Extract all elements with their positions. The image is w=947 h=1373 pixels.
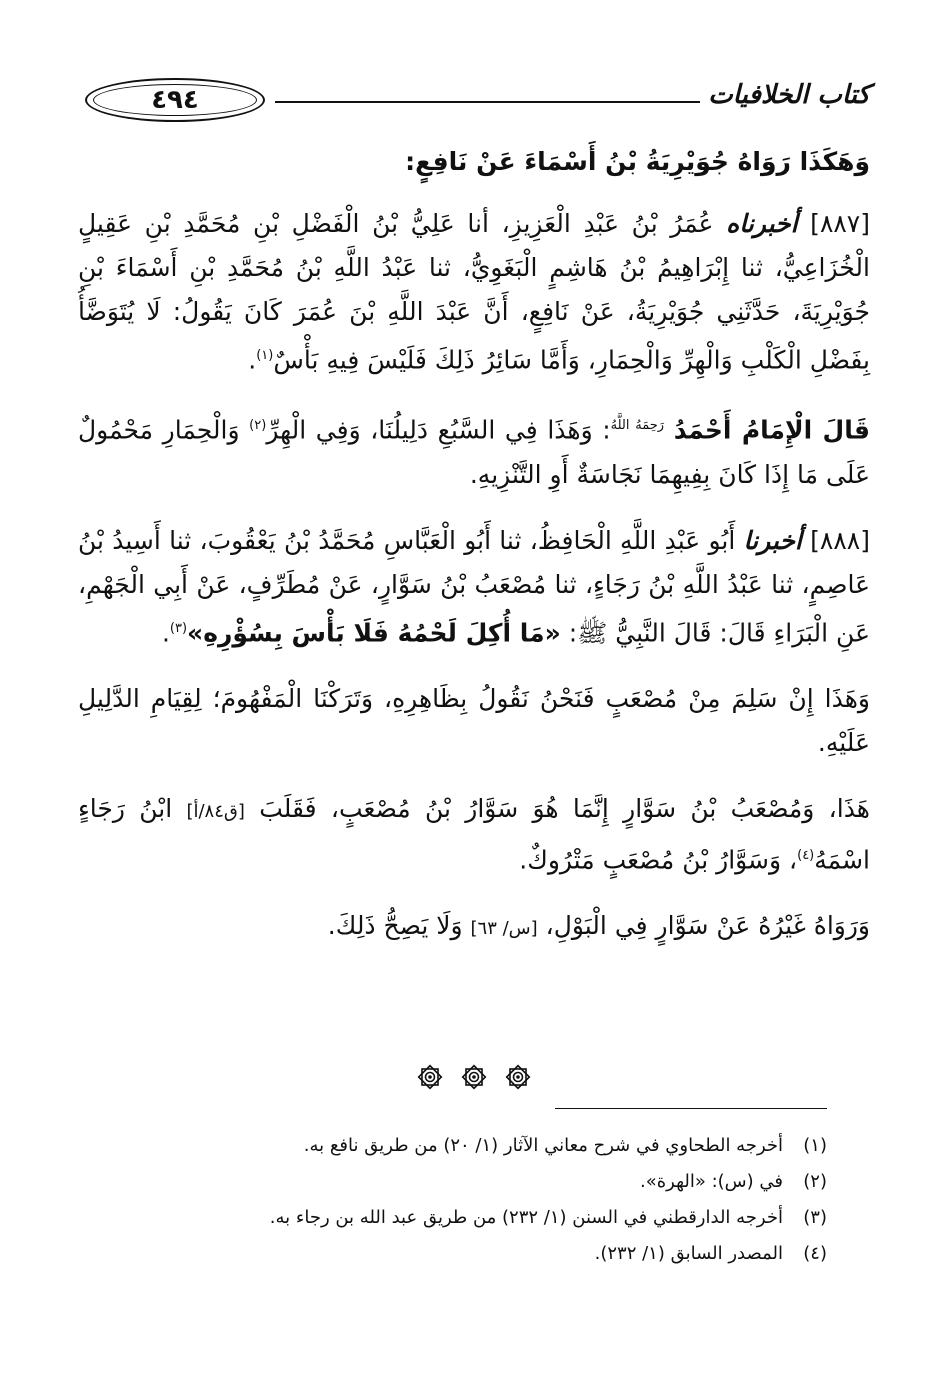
footnote-number: (٣) <box>803 1207 827 1228</box>
footnote-text: أخرجه الدارقطني في السنن (١/ ٢٣٢) من طريق عبد الله بن رجاء به. <box>269 1207 783 1228</box>
footnote-separator <box>555 1108 827 1109</box>
paragraph-final: وَرَوَاهُ غَيْرُهُ عَنْ سَوَّارٍ فِي الْبَوْلِ، [س/ ٦٣] وَلَا يَصِحُّ ذَلِكَ. <box>327 911 870 941</box>
imam-name: قَالَ الْإِمَامُ أَحْمَدُ <box>673 415 870 445</box>
rosette-icon <box>503 1062 533 1092</box>
body-text <box>78 140 870 973</box>
footnote-text: المصدر السابق (١/ ٢٣٢). <box>594 1243 783 1264</box>
footnotes <box>100 1128 827 1272</box>
footnote-number: (١) <box>803 1135 827 1156</box>
isnad-lead: أخبرناه <box>726 209 798 238</box>
rosette-icon <box>459 1062 489 1092</box>
hadith-text: عُمَرُ بْنُ عَبْدِ الْعَزِيزِ، أنا عَلِيُّ بْنُ الْفَضْلِ بْنِ مُحَمَّدِ بْنِ عَقِيلٍ الْخُزَاعِيُّ، ثنا إِبْرَاهِيمُ بْنُ هَاشِمٍ الْبَغَوِيُّ، ثنا عَبْدُ اللَّهِ بْنُ مُحَمَّدِ بْنِ أَسْمَاءَ بْنِ جُوَيْرِيَةَ، حَدَّثَنِي جُوَيْرِيَةُ، عَنْ نَافِعٍ، أَنَّ عَبْدَ اللَّهِ بْنَ عُمَرَ كَانَ يَقُولُ: لَا يُتَوَضَّأُ بِفَضْلِ الْكَلْبِ وَالْهِرِّ وَالْحِمَارِ، وَأَمَّا سَائِرُ ذَلِكَ فَلَيْسَ فِيهِ بَأْسٌ <box>78 209 870 375</box>
footnote-3 <box>100 1200 827 1236</box>
isnad-lead: أخبرنا <box>743 525 802 555</box>
paragraph-narrator-note: هَذَا، وَمُصْعَبُ بْنُ سَوَّارٍ إِنَّمَا هُوَ سَوَّارُ بْنُ مُصْعَبٍ، فَقَلَبَ [ق٨٤/أ] ابْنُ رَجَاءٍ اسْمَهُ$^{(٤)}$، وَسَوَّارُ بْنُ مُصْعَبٍ مَتْرُوكٌ. <box>78 793 870 875</box>
hadith-matn: «مَا أُكِلَ لَحْمُهُ فَلَا بَأْسَ بِسُؤْرِهِ» <box>187 617 561 647</box>
comment-text-1: : وَهَذَا فِي السَّبُعِ دَلِيلُنَا، وَفِي الْهِرِّ <box>266 415 611 445</box>
manuscript-folio-marker: [س/ ٦٣] <box>470 918 538 940</box>
footnote-text: في (س): «الهرة». <box>639 1171 783 1192</box>
footnote-number: (٤) <box>803 1243 827 1264</box>
paragraph-transition: وَهَكَذَا رَوَاهُ جُوَيْرِيَةُ بْنُ أَسْمَاءَ عَنْ نَافِعٍ: <box>405 147 870 176</box>
footnote-ref[interactable]: (١) <box>256 348 274 363</box>
rosette-icon <box>415 1062 445 1092</box>
page-number-badge <box>85 78 265 122</box>
manuscript-folio-marker: [ق٨٤/أ] <box>186 800 245 822</box>
page-number: ٤٩٤ <box>151 85 199 115</box>
comment-text-2: وَالْحِمَارِ مَحْمُولٌ عَلَى مَا إِذَا كَانَ بِفِيهِمَا نَجَاسَةٌ أَوِ التَّنْزِيهِ. <box>78 415 870 489</box>
hadith-888: [٨٨٨] أخبرنا أَبُو عَبْدِ اللَّهِ الْحَافِظُ، ثنا أَبُو الْعَبَّاسِ مُحَمَّدُ بْنُ يَعْقُوبَ، ثنا أَسِيدُ بْنُ عَاصِمٍ، ثنا عَبْدُ اللَّهِ بْنُ رَجَاءٍ، ثنا مُصْعَبُ بْنُ سَوَّارٍ، عَنْ مُطَرِّفٍ، عَنْ أَبِي الْجَهْمِ، عَنِ الْبَرَاءِ قَالَ: قَالَ النَّبِيُّ ﷺ: «مَا أُكِلَ لَحْمُهُ فَلَا بَأْسَ بِسُؤْرِهِ»$^{(٣)}$. <box>78 525 870 647</box>
footnote-ref[interactable]: (٢) <box>249 418 267 434</box>
footnote-ref[interactable]: (٤) <box>797 847 815 863</box>
footnote-number: (٢) <box>803 1171 827 1192</box>
hadith-text: أَبُو عَبْدِ اللَّهِ الْحَافِظُ، ثنا أَبُو الْعَبَّاسِ مُحَمَّدُ بْنُ يَعْقُوبَ، ثنا أَسِيدُ بْنُ عَاصِمٍ، ثنا عَبْدُ اللَّهِ بْنُ رَجَاءٍ، ثنا مُصْعَبُ بْنُ سَوَّارٍ، عَنْ مُطَرِّفٍ، عَنْ أَبِي الْجَهْمِ، عَنِ الْبَرَاءِ قَالَ: قَالَ النَّبِيُّ ﷺ: <box>78 525 870 647</box>
footnote-2 <box>100 1164 827 1200</box>
footnote-4 <box>100 1236 827 1272</box>
header-rule <box>275 101 700 103</box>
hadith-number: [٨٨٨] <box>810 525 870 555</box>
imam-comment <box>78 404 870 496</box>
footnote-1 <box>100 1128 827 1164</box>
footnote-text: أخرجه الطحاوي في شرح معاني الآثار (١/ ٢٠) من طريق نافع به. <box>303 1135 783 1156</box>
section-divider <box>0 1062 947 1092</box>
book-title: كتاب الخلافيات <box>708 80 870 110</box>
footnote-ref[interactable]: (٣) <box>169 620 188 636</box>
page-header <box>80 78 870 126</box>
paragraph-commentary: وَهَذَا إِنْ سَلِمَ مِنْ مُصْعَبٍ فَنَحْنُ نَقُولُ بِظَاهِرِهِ، وَتَرَكْنَا الْمَفْهُومَ؛ لِقِيَامِ الدَّلِيلِ عَلَيْهِ. <box>78 683 870 757</box>
hadith-887: [٨٨٧] أخبرناه عُمَرُ بْنُ عَبْدِ الْعَزِيزِ، أنا عَلِيُّ بْنُ الْفَضْلِ بْنِ مُحَمَّدِ بْنِ عَقِيلٍ الْخُزَاعِيُّ، ثنا إِبْرَاهِيمُ بْنُ هَاشِمٍ الْبَغَوِيُّ، ثنا عَبْدُ اللَّهِ بْنُ مُحَمَّدِ بْنِ أَسْمَاءَ بْنِ جُوَيْرِيَةَ، حَدَّثَنِي جُوَيْرِيَةُ، عَنْ نَافِعٍ، أَنَّ عَبْدَ اللَّهِ بْنَ عُمَرَ كَانَ يَقُولُ: لَا يُتَوَضَّأُ بِفَضْلِ الْكَلْبِ وَالْهِرِّ وَالْحِمَارِ، وَأَمَّا سَائِرُ ذَلِكَ فَلَيْسَ فِيهِ بَأْسٌ$^{(١)}$. <box>78 209 870 375</box>
hadith-number: [٨٨٧] <box>810 209 870 238</box>
rahimahullah-mark: رَحِمَهُ اللَّهُ <box>610 418 665 434</box>
